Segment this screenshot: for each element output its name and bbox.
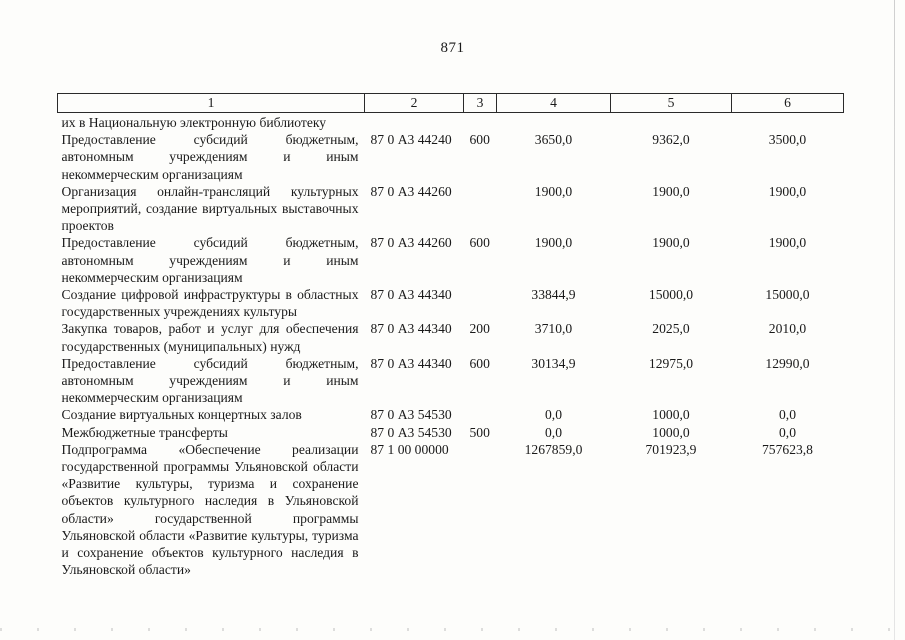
table-row (58, 424, 844, 441)
row-value-3: 3500,0 (768, 132, 807, 148)
row-expense-type: 600 (469, 235, 490, 251)
scan-edge (894, 0, 895, 640)
row-value-1: 30134,9 (531, 355, 576, 371)
table-row (58, 286, 844, 320)
row-value-3: 0,0 (779, 407, 796, 423)
column-header-4: 4 (497, 94, 611, 113)
row-value-2: 1000,0 (652, 407, 690, 423)
row-code: 87 1 00 00000 (370, 441, 449, 457)
row-value-3: 1900,0 (768, 183, 807, 199)
row-name: Закупка товаров, работ и услуг для обеспечения государственных (муниципальных) нужд (61, 321, 359, 354)
header-row (58, 94, 844, 113)
row-value-2: 1900,0 (652, 235, 690, 251)
row-value-1: 3650,0 (534, 132, 573, 148)
table-row (58, 183, 844, 235)
row-value-3: 757623,8 (762, 441, 813, 457)
row-code: 87 0 А3 54530 (370, 407, 452, 423)
row-name: Подпрограмма «Обеспечение реализации государственной программы Ульяновской области «Развитие культуры, туризма и сохранение объектов культурного наследия в Ульяновской области» государственной программы Ульяновской области «Развитие культуры, туризма и сохранение объектов культурного наследия в Ульяновской области» (61, 441, 359, 578)
column-header-6: 6 (732, 94, 844, 113)
column-header-5: 5 (611, 94, 732, 113)
column-header-3: 3 (464, 94, 497, 113)
row-value-2: 12975,0 (648, 355, 694, 371)
row-value-3: 2010,0 (768, 321, 807, 337)
table-row (58, 234, 844, 286)
row-expense-type (464, 113, 497, 132)
row-name: Межбюджетные трансферты (61, 424, 228, 440)
row-name: Создание виртуальных концертных залов (61, 407, 302, 423)
table-row (58, 406, 844, 423)
row-value-3: 0,0 (779, 424, 796, 440)
column-header-2: 2 (365, 94, 464, 113)
row-value-1 (497, 113, 611, 132)
row-code: 87 0 А3 44260 (370, 235, 452, 251)
row-code: 87 0 А3 44340 (370, 287, 452, 303)
row-name: Создание цифровой инфраструктуры в областных государственных учреждениях культуры (61, 287, 359, 320)
row-value-1: 1900,0 (534, 235, 573, 251)
page-number: 871 (440, 40, 465, 56)
row-name: Организация онлайн-трансляций культурных мероприятий, создание виртуальных выставочных проектов (61, 183, 359, 234)
row-name: Предоставление субсидий бюджетным, автономным учреждениям и иным некоммерческим организациям (61, 235, 359, 285)
row-expense-type: 600 (469, 355, 490, 371)
row-code: 87 0 А3 44340 (370, 355, 452, 371)
column-header-1: 1 (58, 94, 365, 113)
row-value-1: 0,0 (545, 407, 562, 423)
row-value-2: 701923,9 (645, 441, 697, 457)
row-value-2: 1900,0 (652, 183, 690, 199)
budget-table-container (57, 93, 843, 578)
row-expense-type (464, 441, 497, 579)
row-value-2: 2025,0 (652, 321, 690, 337)
row-value-3: 1900,0 (768, 235, 807, 251)
budget-table (57, 93, 844, 578)
table-row (58, 355, 844, 407)
row-value-1: 1900,0 (534, 183, 573, 199)
row-name: Предоставление субсидий бюджетным, автономным учреждениям и иным некоммерческим организациям (61, 132, 359, 182)
row-code: 87 0 А3 44240 (370, 132, 452, 148)
row-code: 87 0 А3 44340 (370, 321, 452, 337)
table-row (58, 131, 844, 183)
row-value-2: 15000,0 (648, 287, 694, 303)
row-expense-type (464, 406, 497, 423)
row-value-2 (611, 113, 732, 132)
row-value-1: 1267859,0 (524, 441, 583, 457)
row-expense-type: 500 (469, 424, 490, 440)
row-value-3 (732, 113, 844, 132)
row-expense-type (464, 286, 497, 320)
row-name: их в Национальную электронную библиотеку (61, 115, 327, 130)
scan-noise (0, 628, 905, 631)
row-code: 87 0 А3 54530 (370, 424, 452, 440)
row-code (365, 113, 464, 132)
row-value-2: 1000,0 (652, 424, 690, 440)
row-expense-type (464, 183, 497, 235)
row-value-1: 33844,9 (531, 287, 576, 303)
row-value-3: 12990,0 (765, 355, 810, 371)
row-expense-type: 200 (469, 321, 490, 337)
row-expense-type: 600 (469, 132, 490, 148)
row-value-1: 3710,0 (534, 321, 573, 337)
row-name: Предоставление субсидий бюджетным, автономным учреждениям и иным некоммерческим организациям (61, 355, 359, 406)
row-code: 87 0 А3 44260 (370, 183, 452, 199)
table-row (58, 441, 844, 579)
table-row (58, 113, 844, 132)
row-value-1: 0,0 (545, 424, 562, 440)
table-row (58, 320, 844, 354)
row-value-3: 15000,0 (765, 287, 810, 303)
row-value-2: 9362,0 (652, 132, 690, 148)
